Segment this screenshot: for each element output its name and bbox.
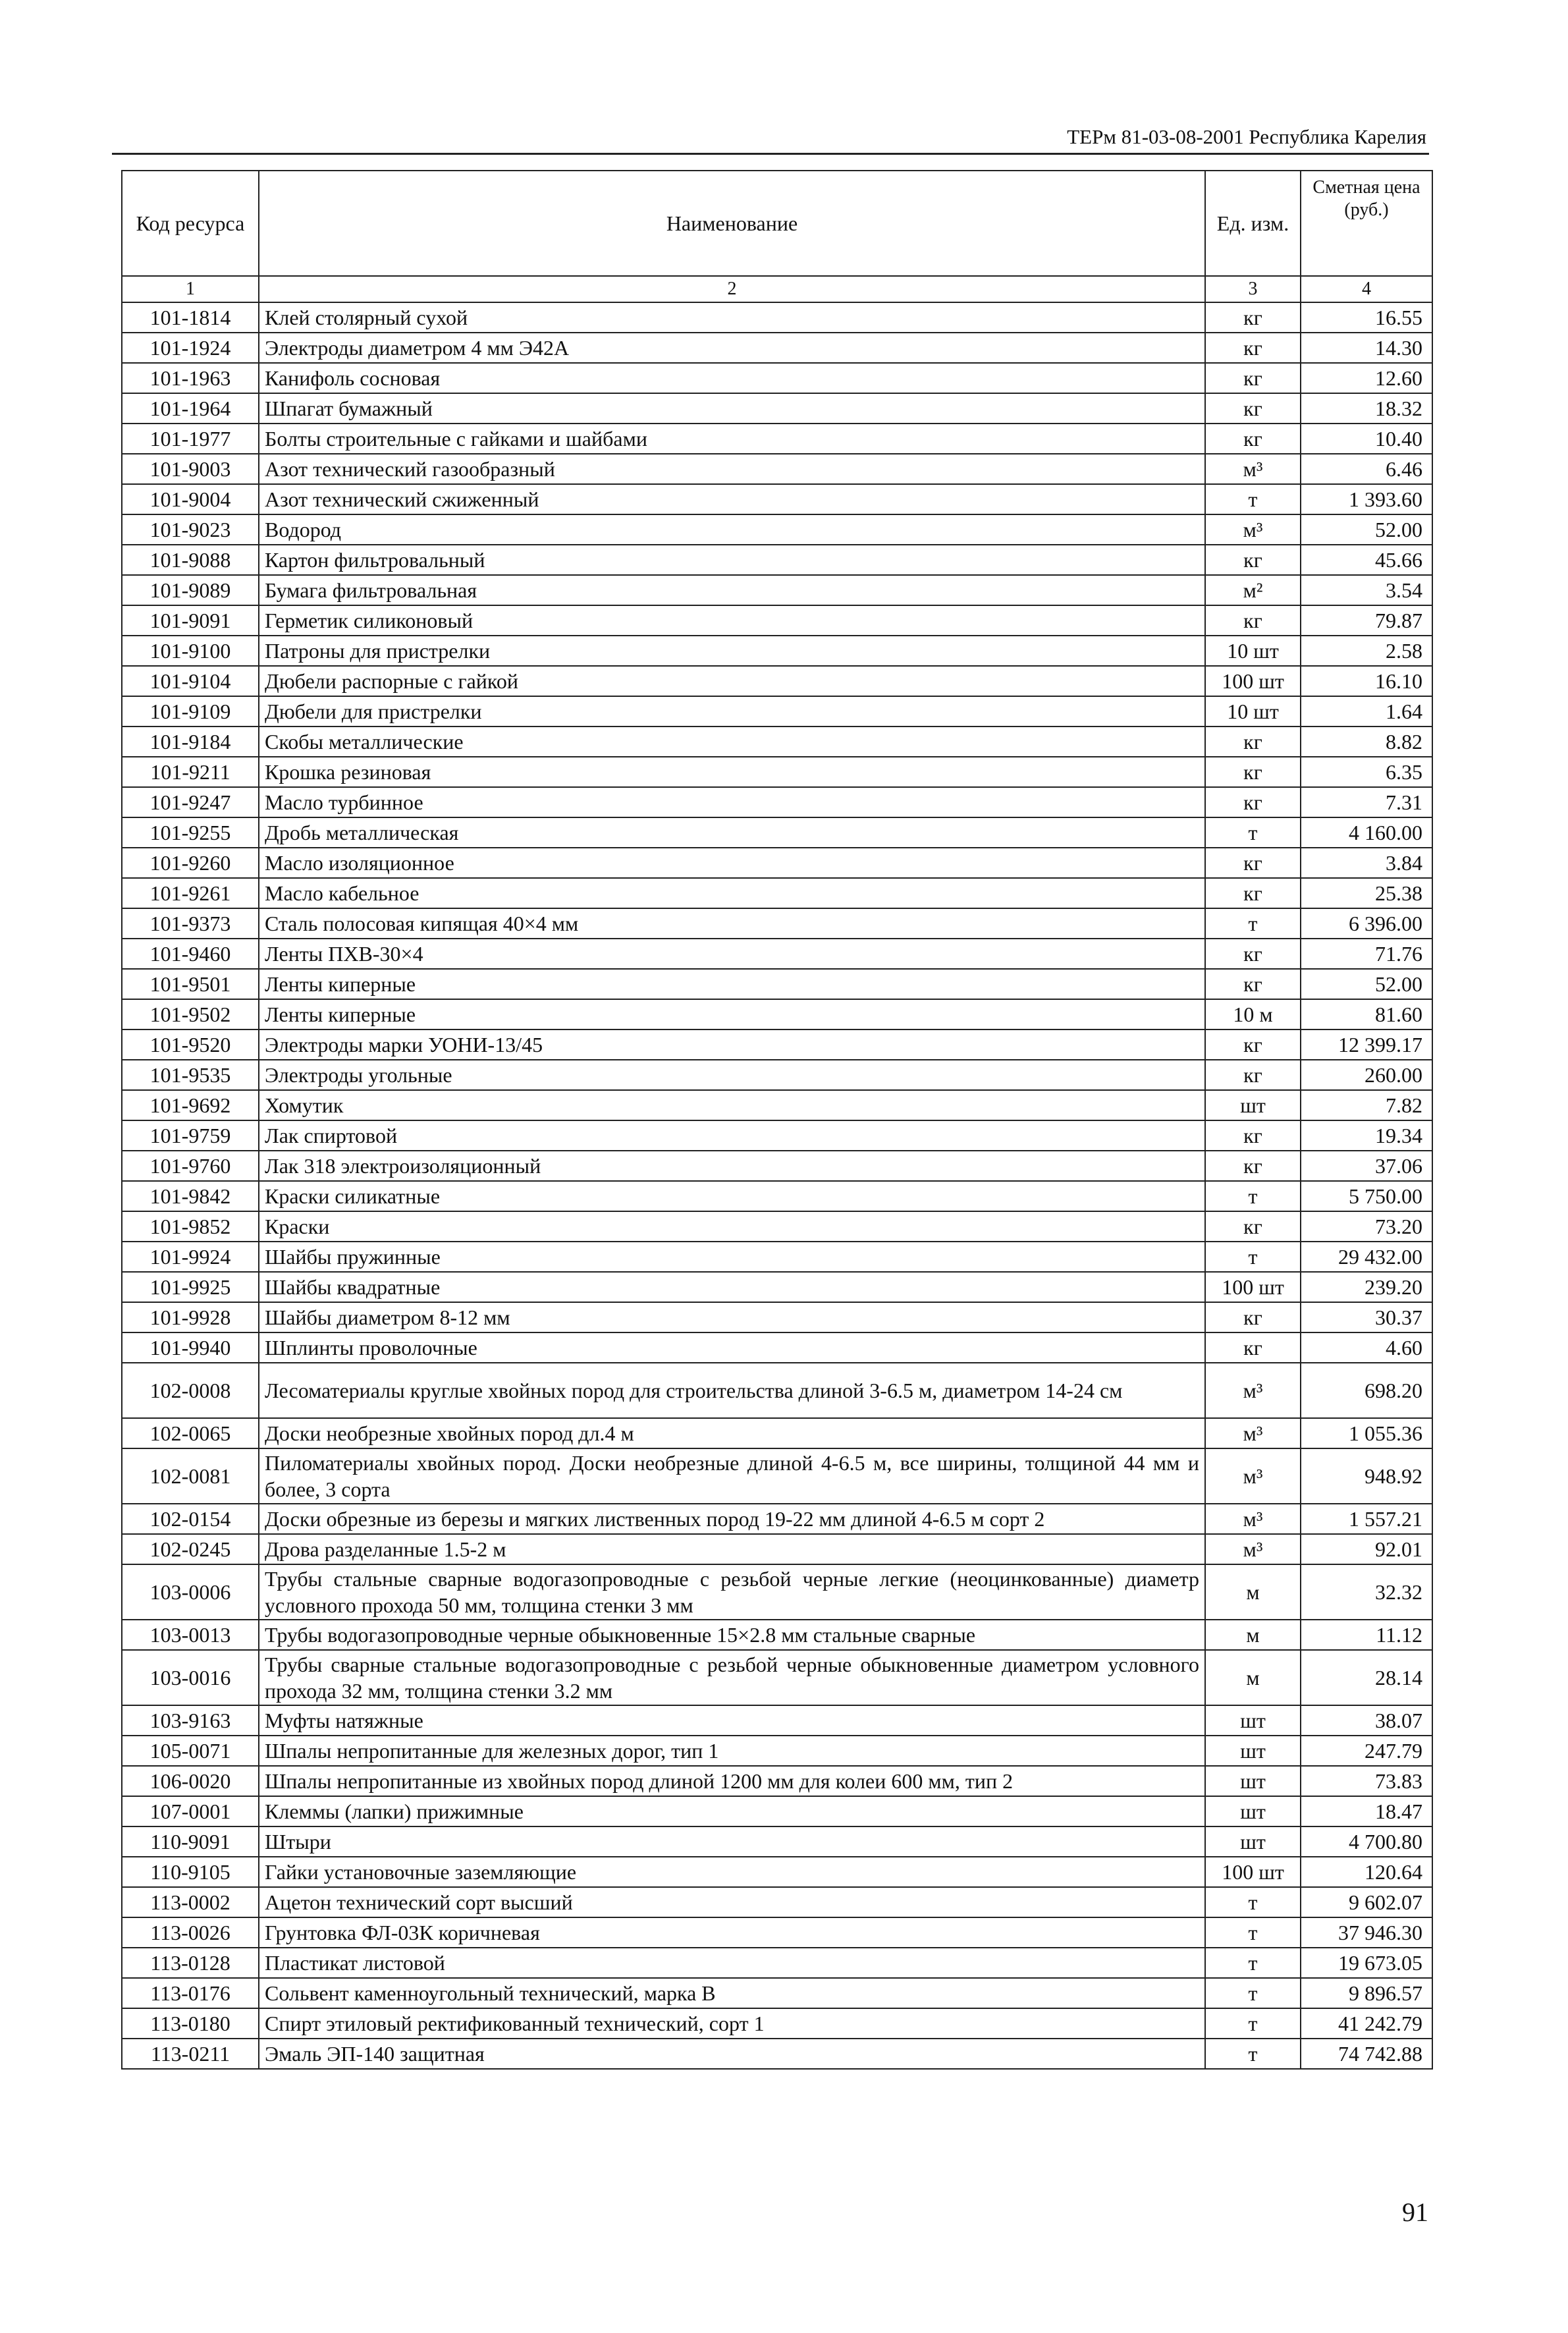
unit-cell: т [1205,1181,1301,1211]
resource-code-cell: 113-0002 [122,1887,259,1917]
table-row [122,1620,1432,1650]
unit-cell: т [1205,817,1301,848]
unit-cell: т [1205,2008,1301,2039]
price-cell: 81.60 [1301,999,1432,1029]
unit-cell: кг [1205,393,1301,424]
price-cell: 73.20 [1301,1211,1432,1242]
table-row [122,484,1432,514]
resource-code-cell: 113-0180 [122,2008,259,2039]
column-header-name: Наименование [259,171,1205,276]
resource-name-cell: Эмаль ЭП-140 защитная [259,2039,1205,2069]
table-row [122,393,1432,424]
resource-code-cell: 110-9091 [122,1826,259,1857]
price-cell: 19.34 [1301,1120,1432,1151]
table-row [122,2008,1432,2039]
price-cell: 16.10 [1301,666,1432,696]
resource-code-cell: 101-9247 [122,787,259,817]
price-cell: 41 242.79 [1301,2008,1432,2039]
table-row [122,1151,1432,1181]
resource-code-cell: 103-0006 [122,1564,259,1620]
price-cell: 19 673.05 [1301,1948,1432,1978]
price-cell: 12.60 [1301,363,1432,393]
price-cell: 6.46 [1301,454,1432,484]
price-cell: 18.47 [1301,1796,1432,1826]
price-cell: 7.82 [1301,1090,1432,1120]
resource-name-cell: Шпалы непропитанные из хвойных пород длиной 1200 мм для колеи 600 мм, тип 2 [259,1766,1205,1796]
table-row [122,545,1432,575]
resource-name-cell: Сталь полосовая кипящая 40×4 мм [259,908,1205,939]
price-cell: 28.14 [1301,1650,1432,1705]
unit-cell: шт [1205,1826,1301,1857]
resource-code-cell: 101-9460 [122,939,259,969]
price-cell: 29 432.00 [1301,1242,1432,1272]
resource-name-cell: Гайки установочные заземляющие [259,1857,1205,1887]
unit-cell: м³ [1205,1534,1301,1564]
unit-cell: кг [1205,1211,1301,1242]
resource-code-cell: 101-9003 [122,454,259,484]
unit-cell: кг [1205,424,1301,454]
resource-code-cell: 101-9520 [122,1029,259,1060]
column-header-unit: Ед. изм. [1205,171,1301,276]
resource-name-cell: Дюбели распорные с гайкой [259,666,1205,696]
resource-name-cell: Доски обрезные из березы и мягких лиственных пород 19-22 мм длиной 4-6.5 м сорт 2 [259,1504,1205,1534]
resource-name-cell: Скобы металлические [259,727,1205,757]
resource-code-cell: 102-0081 [122,1448,259,1504]
resource-name-cell: Дюбели для пристрелки [259,696,1205,727]
resource-code-cell: 102-0245 [122,1534,259,1564]
unit-cell: кг [1205,363,1301,393]
table-body [122,302,1432,2069]
resource-code-cell: 101-9184 [122,727,259,757]
column-number: 4 [1301,276,1432,302]
resource-code-cell: 101-9091 [122,605,259,636]
table-row [122,848,1432,878]
price-cell: 239.20 [1301,1272,1432,1302]
resource-code-cell: 101-1964 [122,393,259,424]
column-number: 3 [1205,276,1301,302]
resource-code-cell: 101-9023 [122,514,259,545]
resource-code-cell: 101-9502 [122,999,259,1029]
table-row [122,575,1432,605]
resource-code-cell: 101-9261 [122,878,259,908]
page-number: 91 [1402,2197,1428,2227]
price-cell: 38.07 [1301,1705,1432,1736]
price-cell: 1 557.21 [1301,1504,1432,1534]
resource-code-cell: 101-1977 [122,424,259,454]
table-row [122,1363,1432,1418]
unit-cell: кг [1205,1332,1301,1363]
table-row [122,878,1432,908]
table-row [122,1418,1432,1448]
resource-code-cell: 113-0211 [122,2039,259,2069]
unit-cell: т [1205,1948,1301,1978]
resource-code-cell: 101-9109 [122,696,259,727]
price-cell: 7.31 [1301,787,1432,817]
resource-name-cell: Шайбы квадратные [259,1272,1205,1302]
table-row [122,1242,1432,1272]
document-header: ТЕРм 81-03-08-2001 Республика Карелия [1067,125,1426,148]
resource-name-cell: Доски необрезные хвойных пород дл.4 м [259,1418,1205,1448]
resource-name-cell: Шайбы пружинные [259,1242,1205,1272]
unit-cell: 10 шт [1205,696,1301,727]
unit-cell: 100 шт [1205,1857,1301,1887]
unit-cell: т [1205,1887,1301,1917]
unit-cell: кг [1205,1120,1301,1151]
table-row [122,1332,1432,1363]
table-row [122,1504,1432,1534]
resource-name-cell: Водород [259,514,1205,545]
resource-code-cell: 105-0071 [122,1736,259,1766]
resource-name-cell: Герметик силиконовый [259,605,1205,636]
resource-code-cell: 101-9088 [122,545,259,575]
resource-name-cell: Масло изоляционное [259,848,1205,878]
price-cell: 37.06 [1301,1151,1432,1181]
price-cell: 32.32 [1301,1564,1432,1620]
table-row [122,1736,1432,1766]
resource-name-cell: Масло кабельное [259,878,1205,908]
table-row [122,1796,1432,1826]
resource-name-cell: Лесоматериалы круглые хвойных пород для строительства длиной 3-6.5 м, диаметром 14-24 см [259,1363,1205,1418]
resource-name-cell: Трубы сварные стальные водогазопроводные с резьбой черные обыкновенные диаметром условного прохода 32 мм, толщина стенки 3.2 мм [259,1650,1205,1705]
table-row [122,1302,1432,1332]
unit-cell: кг [1205,605,1301,636]
table-row [122,1887,1432,1917]
price-cell: 30.37 [1301,1302,1432,1332]
resource-name-cell: Бумага фильтровальная [259,575,1205,605]
resource-name-cell: Пластикат листовой [259,1948,1205,1978]
unit-cell: м [1205,1650,1301,1705]
resource-code-cell: 113-0128 [122,1948,259,1978]
unit-cell: кг [1205,1060,1301,1090]
resource-name-cell: Электроды угольные [259,1060,1205,1090]
unit-cell: м³ [1205,1504,1301,1534]
resource-name-cell: Картон фильтровальный [259,545,1205,575]
resource-code-cell: 101-9004 [122,484,259,514]
column-number: 2 [259,276,1205,302]
resource-name-cell: Краски [259,1211,1205,1242]
unit-cell: 10 м [1205,999,1301,1029]
resource-name-cell: Муфты натяжные [259,1705,1205,1736]
unit-cell: кг [1205,727,1301,757]
unit-cell: м² [1205,575,1301,605]
resource-name-cell: Дробь металлическая [259,817,1205,848]
resource-name-cell: Штыри [259,1826,1205,1857]
resource-code-cell: 101-9924 [122,1242,259,1272]
table-row [122,636,1432,666]
table-row [122,363,1432,393]
resource-name-cell: Патроны для пристрелки [259,636,1205,666]
unit-cell: т [1205,1917,1301,1948]
price-cell: 1 055.36 [1301,1418,1432,1448]
resource-code-cell: 101-9104 [122,666,259,696]
table-row [122,727,1432,757]
unit-cell: м [1205,1620,1301,1650]
price-cell: 52.00 [1301,969,1432,999]
unit-cell: т [1205,1978,1301,2008]
unit-cell: кг [1205,848,1301,878]
resource-name-cell: Сольвент каменноугольный технический, марка В [259,1978,1205,2008]
price-cell: 1 393.60 [1301,484,1432,514]
table-header-row [122,171,1432,276]
resource-name-cell: Клей столярный сухой [259,302,1205,333]
price-cell: 16.55 [1301,302,1432,333]
table-row [122,1534,1432,1564]
table-row [122,908,1432,939]
resource-name-cell: Краски силикатные [259,1181,1205,1211]
unit-cell: м³ [1205,514,1301,545]
unit-cell: кг [1205,878,1301,908]
price-cell: 37 946.30 [1301,1917,1432,1948]
resource-code-cell: 107-0001 [122,1796,259,1826]
resource-name-cell: Ацетон технический сорт высший [259,1887,1205,1917]
unit-cell: 10 шт [1205,636,1301,666]
price-cell: 9 602.07 [1301,1887,1432,1917]
table-row [122,787,1432,817]
table-row [122,939,1432,969]
table-row [122,605,1432,636]
table-row [122,757,1432,787]
resource-code-cell: 113-0176 [122,1978,259,2008]
table-row [122,1211,1432,1242]
table-row [122,1181,1432,1211]
resource-name-cell: Шплинты проволочные [259,1332,1205,1363]
resource-code-cell: 103-0016 [122,1650,259,1705]
table-row [122,1029,1432,1060]
resource-code-cell: 102-0065 [122,1418,259,1448]
resource-code-cell: 101-9692 [122,1090,259,1120]
unit-cell: шт [1205,1090,1301,1120]
unit-cell: кг [1205,333,1301,363]
resource-code-cell: 101-9760 [122,1151,259,1181]
resource-code-cell: 101-9260 [122,848,259,878]
unit-cell: м³ [1205,1448,1301,1504]
price-cell: 120.64 [1301,1857,1432,1887]
price-cell: 2.58 [1301,636,1432,666]
resource-code-cell: 113-0026 [122,1917,259,1948]
resource-name-cell: Пиломатериалы хвойных пород. Доски необрезные длиной 4-6.5 м, все ширины, толщиной 44 мм и более, 3 сорта [259,1448,1205,1504]
resource-code-cell: 101-9925 [122,1272,259,1302]
table-row [122,1448,1432,1504]
column-header-code: Код ресурса [122,171,259,276]
resource-name-cell: Грунтовка ФЛ-03К коричневая [259,1917,1205,1948]
resource-code-cell: 102-0154 [122,1504,259,1534]
table-row [122,817,1432,848]
price-cell: 698.20 [1301,1363,1432,1418]
unit-cell: кг [1205,1029,1301,1060]
resource-name-cell: Масло турбинное [259,787,1205,817]
resource-name-cell: Ленты ПХВ-30×4 [259,939,1205,969]
table-row [122,302,1432,333]
price-cell: 6.35 [1301,757,1432,787]
table-row [122,969,1432,999]
price-cell: 52.00 [1301,514,1432,545]
resource-name-cell: Электроды диаметром 4 мм Э42А [259,333,1205,363]
resource-name-cell: Болты строительные с гайками и шайбами [259,424,1205,454]
resource-name-cell: Шайбы диаметром 8-12 мм [259,1302,1205,1332]
unit-cell: кг [1205,939,1301,969]
table-row [122,1705,1432,1736]
table-row [122,1272,1432,1302]
unit-cell: т [1205,2039,1301,2069]
resource-name-cell: Спирт этиловый ректификованный технический, сорт 1 [259,2008,1205,2039]
table-row [122,999,1432,1029]
price-cell: 74 742.88 [1301,2039,1432,2069]
price-cell: 3.54 [1301,575,1432,605]
price-cell: 5 750.00 [1301,1181,1432,1211]
resource-name-cell: Ленты киперные [259,969,1205,999]
resource-code-cell: 101-9928 [122,1302,259,1332]
resource-code-cell: 101-1814 [122,302,259,333]
resource-name-cell: Шпалы непропитанные для железных дорог, тип 1 [259,1736,1205,1766]
resource-price-table [121,170,1433,2070]
price-cell: 4 160.00 [1301,817,1432,848]
unit-cell: шт [1205,1766,1301,1796]
table-row [122,1060,1432,1090]
unit-cell: шт [1205,1705,1301,1736]
resource-code-cell: 101-9211 [122,757,259,787]
resource-name-cell: Хомутик [259,1090,1205,1120]
table-row [122,696,1432,727]
resource-name-cell: Азот технический сжиженный [259,484,1205,514]
unit-cell: 100 шт [1205,1272,1301,1302]
price-cell: 1.64 [1301,696,1432,727]
resource-code-cell: 101-9255 [122,817,259,848]
unit-cell: кг [1205,969,1301,999]
resource-name-cell: Лак 318 электроизоляционный [259,1151,1205,1181]
price-cell: 45.66 [1301,545,1432,575]
resource-code-cell: 101-9501 [122,969,259,999]
resource-name-cell: Крошка резиновая [259,757,1205,787]
unit-cell: кг [1205,787,1301,817]
resource-code-cell: 106-0020 [122,1766,259,1796]
resource-code-cell: 101-9089 [122,575,259,605]
table-row [122,1564,1432,1620]
table-row [122,1826,1432,1857]
price-cell: 260.00 [1301,1060,1432,1090]
price-cell: 4 700.80 [1301,1826,1432,1857]
resource-name-cell: Дрова разделанные 1.5-2 м [259,1534,1205,1564]
price-cell: 73.83 [1301,1766,1432,1796]
unit-cell: т [1205,484,1301,514]
resource-name-cell: Азот технический газообразный [259,454,1205,484]
resource-code-cell: 101-1963 [122,363,259,393]
unit-cell: м³ [1205,1418,1301,1448]
table-row [122,514,1432,545]
unit-cell: шт [1205,1736,1301,1766]
resource-name-cell: Электроды марки УОНИ-13/45 [259,1029,1205,1060]
resource-code-cell: 101-9759 [122,1120,259,1151]
unit-cell: т [1205,908,1301,939]
price-cell: 6 396.00 [1301,908,1432,939]
table-row [122,1917,1432,1948]
unit-cell: м³ [1205,454,1301,484]
price-cell: 10.40 [1301,424,1432,454]
price-cell: 79.87 [1301,605,1432,636]
price-cell: 11.12 [1301,1620,1432,1650]
price-cell: 9 896.57 [1301,1978,1432,2008]
unit-cell: кг [1205,302,1301,333]
unit-cell: кг [1205,545,1301,575]
table-row [122,424,1432,454]
table-row [122,1090,1432,1120]
table-row [122,1120,1432,1151]
resource-code-cell: 102-0008 [122,1363,259,1418]
price-cell: 18.32 [1301,393,1432,424]
column-number-row [122,276,1432,302]
price-cell: 25.38 [1301,878,1432,908]
price-cell: 14.30 [1301,333,1432,363]
unit-cell: т [1205,1242,1301,1272]
resource-name-cell: Ленты киперные [259,999,1205,1029]
resource-name-cell: Трубы водогазопроводные черные обыкновенные 15×2.8 мм стальные сварные [259,1620,1205,1650]
price-cell: 3.84 [1301,848,1432,878]
price-cell: 12 399.17 [1301,1029,1432,1060]
table-row [122,1650,1432,1705]
resource-code-cell: 103-9163 [122,1705,259,1736]
resource-name-cell: Трубы стальные сварные водогазопроводные с резьбой черные легкие (неоцинкованные) диаметр условного прохода 50 мм, толщина стенки 3 мм [259,1564,1205,1620]
table-row [122,1978,1432,2008]
price-cell: 4.60 [1301,1332,1432,1363]
resource-name-cell: Шпагат бумажный [259,393,1205,424]
price-cell: 71.76 [1301,939,1432,969]
resource-code-cell: 101-9100 [122,636,259,666]
table-row [122,2039,1432,2069]
resource-code-cell: 101-9852 [122,1211,259,1242]
price-cell: 247.79 [1301,1736,1432,1766]
resource-name-cell: Лак спиртовой [259,1120,1205,1151]
resource-code-cell: 101-9842 [122,1181,259,1211]
resource-code-cell: 101-1924 [122,333,259,363]
header-rule [112,153,1429,155]
resource-code-cell: 101-9373 [122,908,259,939]
table-row [122,1766,1432,1796]
resource-name-cell: Канифоль сосновая [259,363,1205,393]
unit-cell: м³ [1205,1363,1301,1418]
unit-cell: кг [1205,1302,1301,1332]
table-row [122,333,1432,363]
column-number: 1 [122,276,259,302]
unit-cell: кг [1205,1151,1301,1181]
price-cell: 8.82 [1301,727,1432,757]
resource-code-cell: 110-9105 [122,1857,259,1887]
unit-cell: 100 шт [1205,666,1301,696]
resource-code-cell: 103-0013 [122,1620,259,1650]
resource-code-cell: 101-9940 [122,1332,259,1363]
table-row [122,666,1432,696]
unit-cell: кг [1205,757,1301,787]
unit-cell: м [1205,1564,1301,1620]
price-cell: 948.92 [1301,1448,1432,1504]
column-header-price: Сметная цена (руб.) [1301,171,1432,276]
resource-name-cell: Клеммы (лапки) прижимные [259,1796,1205,1826]
resource-code-cell: 101-9535 [122,1060,259,1090]
table-row [122,454,1432,484]
table-row [122,1948,1432,1978]
price-cell: 92.01 [1301,1534,1432,1564]
unit-cell: шт [1205,1796,1301,1826]
table-row [122,1857,1432,1887]
